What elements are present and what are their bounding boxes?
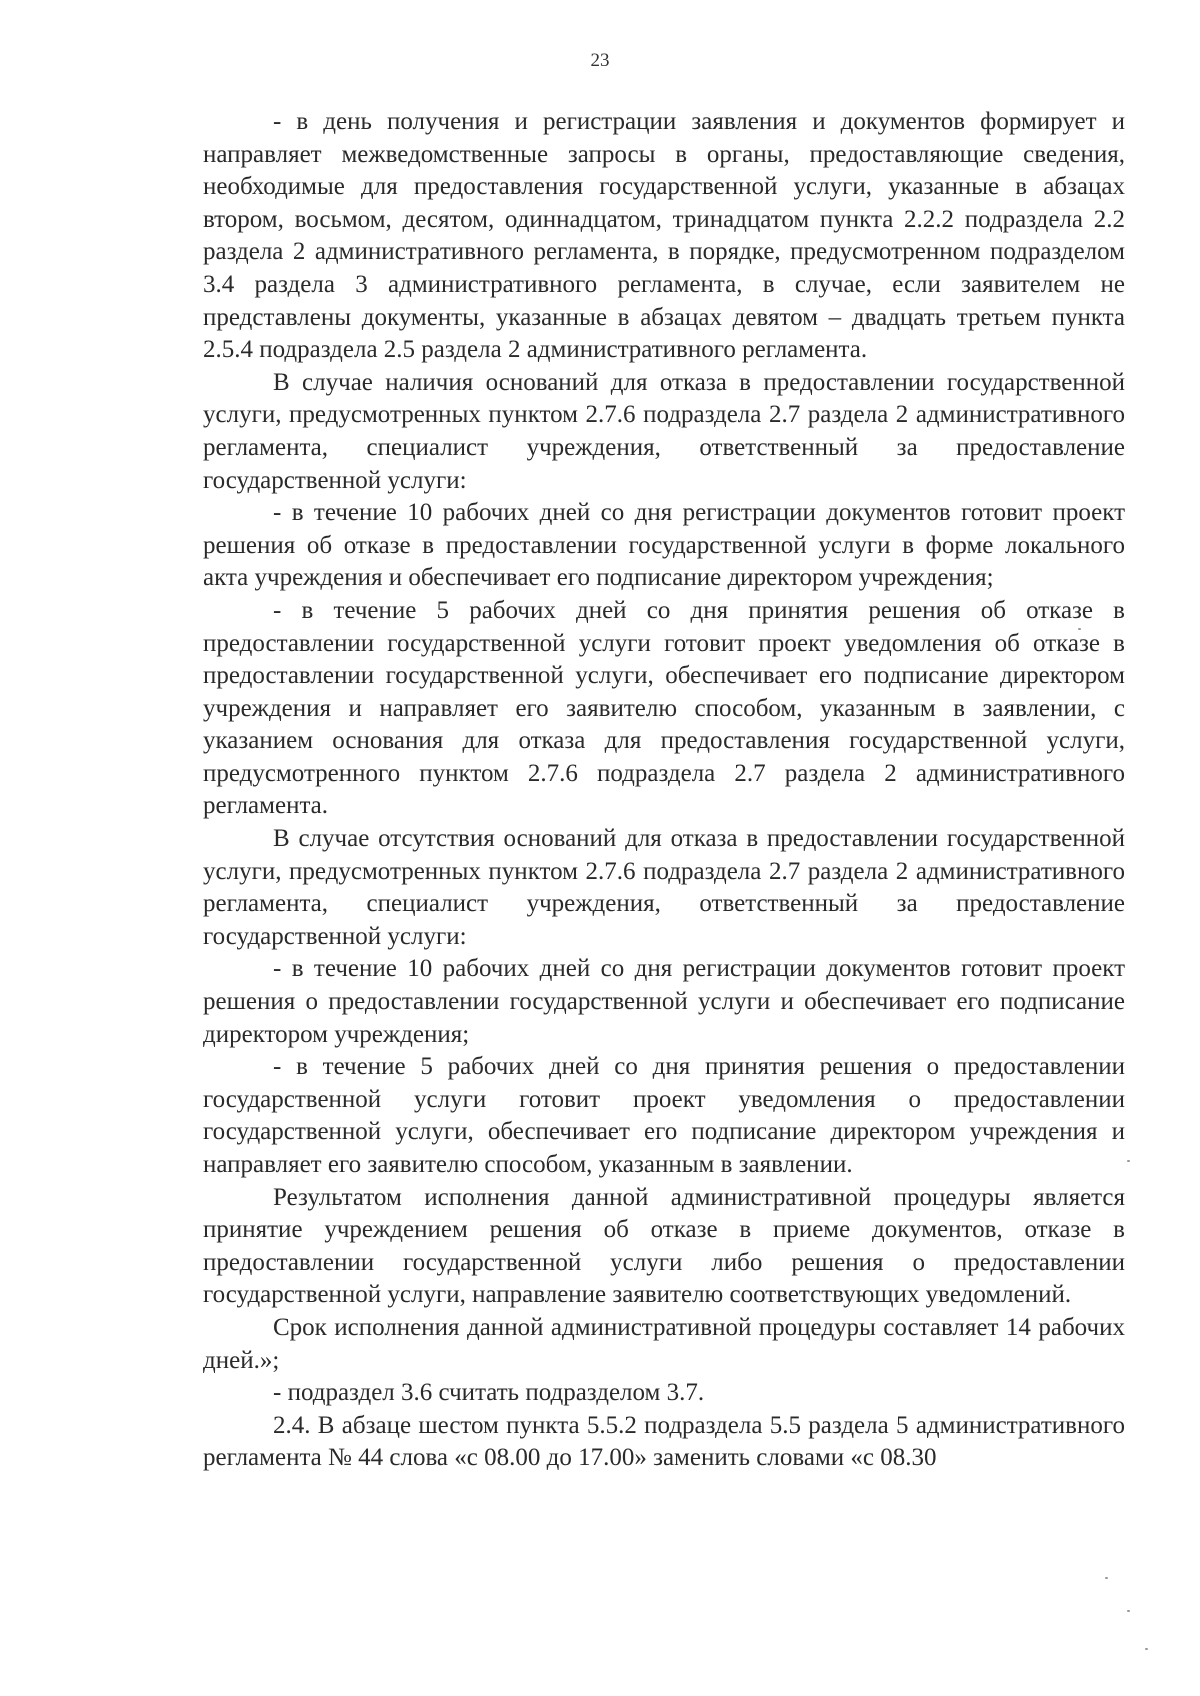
scan-speck [1145, 1648, 1148, 1650]
paragraph-grant-notification: - в течение 5 рабочих дней со дня принятия решения о предоставлении государственной услуги готовит проект уведомления о предоставлении государственной услуги, обеспечивает его подписание директором учреждения и направляет его заявителю способом, указанным в заявлении. [203, 1053, 1125, 1178]
scan-speck [1127, 1610, 1130, 1612]
scan-speck [1078, 628, 1081, 630]
paragraph-refusal-decision-draft: - в течение 10 рабочих дней со дня регистрации документов готовит проект решения об отказе в предоставлении государственной услуги в форме локального акта учреждения и обеспечивает его подписание директором учреждения; [203, 499, 1125, 592]
paragraph-interagency-requests: - в день получения и регистрации заявления и документов формирует и направляет межведомственные запросы в органы, предоставляющие сведения, необходимые для предоставления государственной услуги, указанные в абзацах втором, восьмом, десятом, одиннадцатом, тринадцатом пункта 2.2.2 подраздела 2.2 раздела 2 административного регламента, в порядке, предусмотренном подразделом 3.4 раздела 3 административного регламента, в случае, если заявителем не представлены документы, указанные в абзацах девятом – двадцать третьем пункта 2.5.4 подраздела 2.5 раздела 2 административного регламента. [203, 108, 1125, 364]
scan-speck [1127, 1160, 1130, 1162]
page-number: 23 [590, 50, 610, 71]
scan-speck [1105, 1577, 1108, 1579]
paragraph-no-refusal-grounds-intro: В случае отсутствия оснований для отказа в предоставлении государственной услуги, предусмотренных пунктом 2.7.6 подраздела 2.7 раздела 2 административного регламента, специалист учреждения, ответственный за предоставление государственной услуги: [203, 825, 1125, 950]
paragraph-refusal-grounds-intro: В случае наличия оснований для отказа в предоставлении государственной услуги, предусмотренных пунктом 2.7.6 подраздела 2.7 раздела 2 административного регламента, специалист учреждения, ответственный за предоставление государственной услуги: [203, 368, 1125, 494]
paragraph-amendment-2-4: 2.4. В абзаце шестом пункта 5.5.2 подраздела 5.5 раздела 5 административного регламента № 44 слова «с 08.00 до 17.00» заменить словами «с 08.30 [203, 1411, 1125, 1472]
paragraph-grant-decision-draft: - в течение 10 рабочих дней со дня регистрации документов готовит проект решения о предоставлении государственной услуги и обеспечивает его подписание директором учреждения; [203, 955, 1125, 1048]
paragraph-procedure-deadline: Срок исполнения данной административной процедуры составляет 14 рабочих дней.»; [203, 1313, 1125, 1374]
paragraph-procedure-result: Результатом исполнения данной административной процедуры является принятие учреждением решения об отказе в приеме документов, отказе в предоставлении государственной услуги либо решения о предоставлении государственной услуги, направление заявителю соответствующих уведомлений. [203, 1183, 1125, 1309]
paragraph-refusal-notification: - в течение 5 рабочих дней со дня принятия решения об отказе в предоставлении государственной услуги готовит проект уведомления об отказе в предоставлении государственной услуги, обеспечивает его подписание директором учреждения и направляет его заявителю способом, указанным в заявлении, с указанием основания для отказа для предоставления государственной услуги, предусмотренного пунктом 2.7.6 подраздела 2.7 раздела 2 административного регламента. [203, 596, 1125, 820]
paragraph-subsection-renumber: - подраздел 3.6 считать подразделом 3.7. [273, 1379, 705, 1407]
document-body [203, 106, 1125, 1475]
